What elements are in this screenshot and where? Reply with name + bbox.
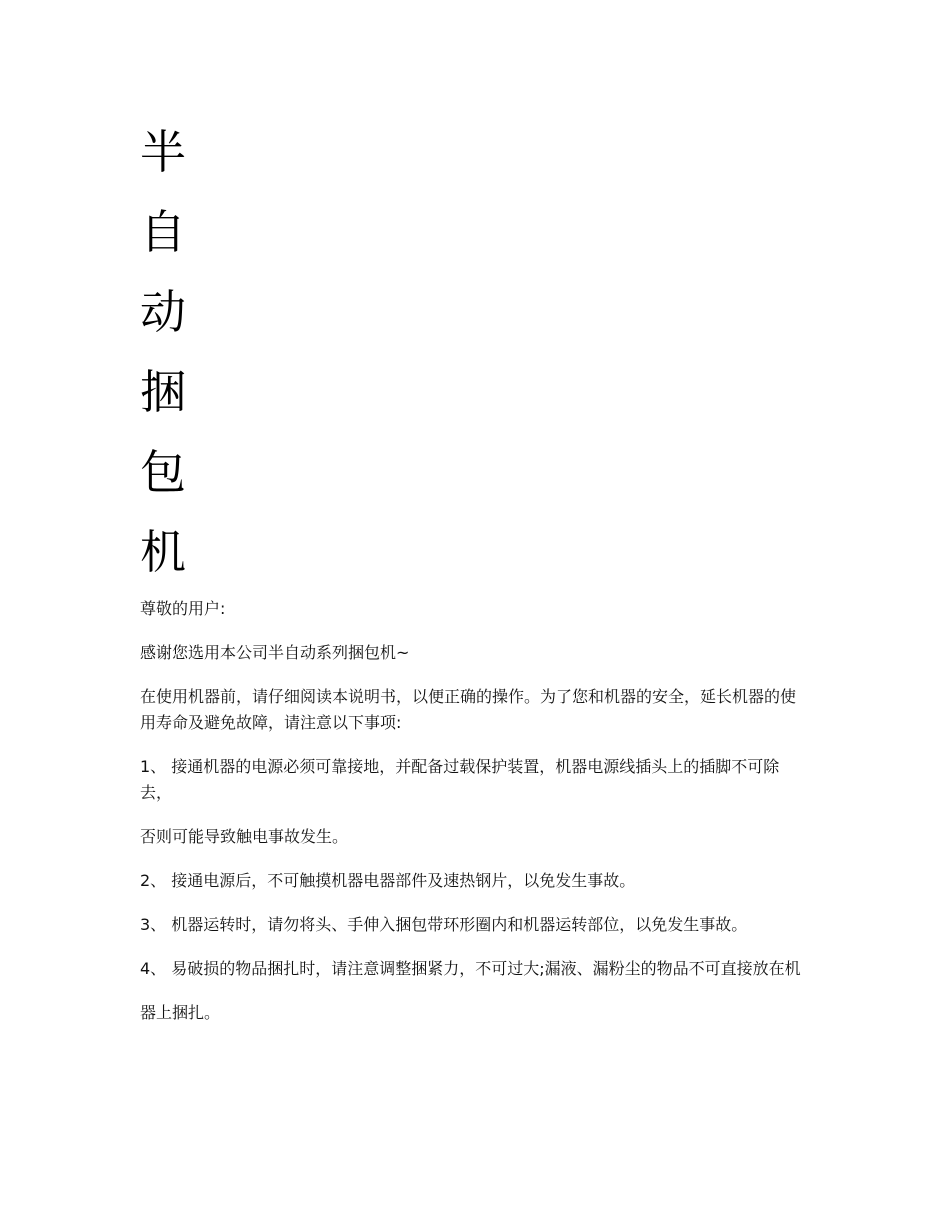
- notice-item-4: 4、 易破损的物品捆扎时，请注意调整捆紧力，不可过大;漏液、漏粉尘的物品不可直接放在机: [140, 959, 801, 978]
- notice-item-1-continued: 否则可能导致触电事故发生。: [140, 827, 349, 846]
- vertical-title: [140, 112, 220, 592]
- title-char: 动: [140, 285, 186, 339]
- title-char: 捆: [140, 365, 186, 419]
- title-char: 半: [140, 125, 186, 179]
- thanks-paragraph: 感谢您选用本公司半自动系列捆包机~: [140, 643, 410, 662]
- notice-item-3: 3、 机器运转时，请勿将头、手伸入捆包带环形圈内和机器运转部位，以免发生事故。: [140, 915, 748, 934]
- notice-item-4-continued: 器上捆扎。: [140, 1003, 221, 1022]
- title-char: 机: [140, 525, 186, 579]
- greeting-paragraph: 尊敬的用户:: [140, 599, 226, 618]
- notice-item-1: 1、 接通机器的电源必须可靠接地，并配备过载保护装置，机器电源线插头上的插脚不可除去，: [140, 757, 780, 802]
- document-body: [140, 596, 810, 1044]
- intro-paragraph: 在使用机器前，请仔细阅读本说明书，以便正确的操作。为了您和机器的安全，延长机器的使用寿命及避免故障，请注意以下事项:: [140, 687, 797, 732]
- notice-item-2: 2、 接通电源后，不可触摸机器电器部件及速热钢片，以免发生事故。: [140, 871, 636, 890]
- title-char: 包: [140, 445, 186, 499]
- title-char: 自: [140, 205, 186, 259]
